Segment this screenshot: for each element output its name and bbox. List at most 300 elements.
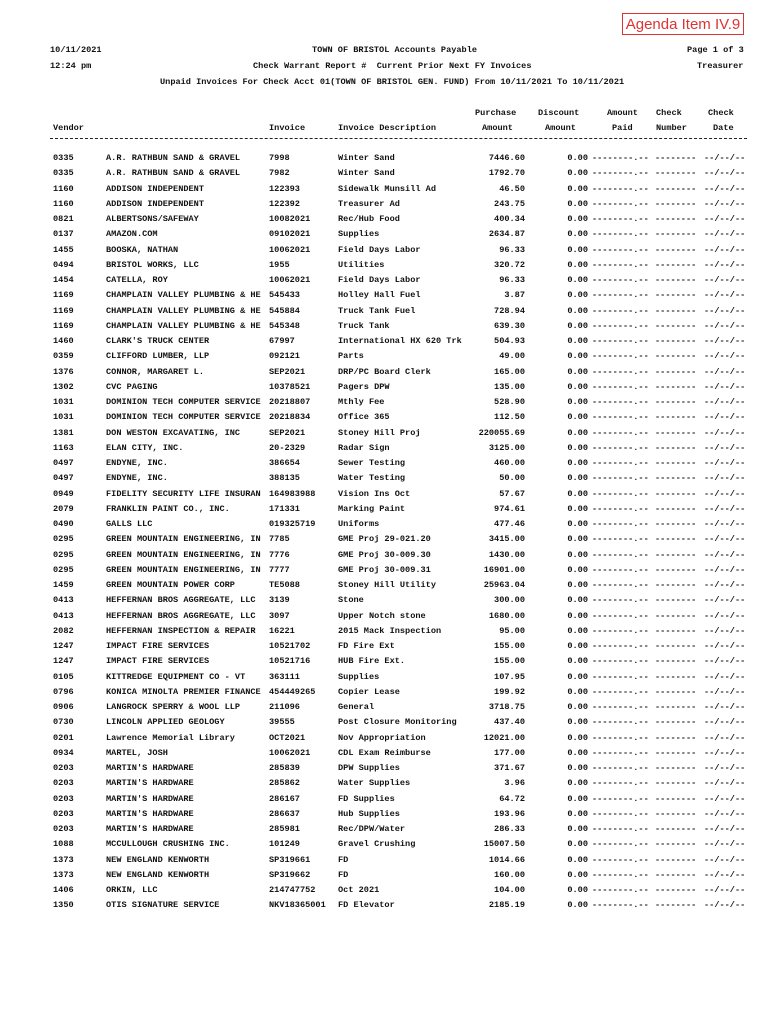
discount-amount: 0.00 (567, 534, 588, 545)
col-purchase-top: Purchase (475, 108, 517, 118)
check-number: -------- (655, 503, 697, 514)
vendor-id: 1169 (53, 290, 74, 301)
invoice-description: Supplies (338, 229, 380, 240)
table-row (0, 458, 770, 473)
purchase-amount: 64.72 (499, 793, 525, 804)
invoice-description: Treasurer Ad (338, 198, 400, 209)
table-row (0, 184, 770, 199)
invoice-number: 09102021 (269, 229, 311, 240)
check-date: --/--/-- (704, 336, 746, 346)
check-number: -------- (655, 747, 697, 758)
check-number: -------- (655, 244, 697, 255)
vendor-name: CHAMPLAIN VALLEY PLUMBING & HE (106, 305, 261, 316)
table-row (0, 275, 770, 290)
purchase-amount: 107.95 (494, 671, 525, 682)
invoice-description: FD Supplies (338, 793, 395, 804)
vendor-id: 0413 (53, 610, 74, 621)
invoice-description: Water Testing (338, 473, 406, 484)
purchase-amount: 104.00 (494, 885, 525, 895)
check-date: --/--/-- (704, 610, 746, 621)
purchase-amount: 1430.00 (488, 549, 525, 560)
vendor-name: ADDISON INDEPENDENT (106, 183, 204, 194)
col-vendor: Vendor (53, 123, 84, 133)
vendor-name: HEFFERNAN INSPECTION & REPAIR (106, 625, 256, 636)
invoice-description: 2015 Mack Inspection (338, 625, 442, 636)
purchase-amount: 7446.60 (488, 153, 525, 163)
check-date: --/--/-- (704, 732, 746, 743)
table-row (0, 778, 770, 793)
table-row (0, 702, 770, 717)
amount-paid: --------.-- (592, 747, 649, 758)
amount-paid: --------.-- (592, 869, 649, 880)
vendor-name: GREEN MOUNTAIN POWER CORP (106, 580, 235, 590)
vendor-id: 0335 (53, 153, 74, 163)
vendor-id: 1160 (53, 183, 74, 194)
purchase-amount: 15007.50 (483, 839, 525, 850)
vendor-name: KONICA MINOLTA PREMIER FINANCE (106, 686, 261, 697)
discount-amount: 0.00 (567, 549, 588, 560)
agenda-item-stamp: Agenda Item IV.9 (622, 13, 744, 35)
vendor-name: CATELLA, ROY (106, 275, 168, 285)
table-row (0, 412, 770, 427)
col-amount-bottom: Paid (612, 123, 633, 133)
discount-amount: 0.00 (567, 168, 588, 179)
check-number: -------- (655, 366, 697, 377)
vendor-id: 0203 (53, 824, 74, 834)
check-date: --/--/-- (704, 183, 746, 194)
vendor-id: 0335 (53, 168, 74, 179)
invoice-description: GME Proj 30-009.31 (338, 564, 431, 575)
purchase-amount: 2634.87 (488, 229, 525, 240)
vendor-name: ENDYNE, INC. (106, 458, 168, 468)
vendor-id: 1373 (53, 854, 74, 865)
discount-amount: 0.00 (567, 183, 588, 194)
check-number: -------- (655, 214, 697, 224)
amount-paid: --------.-- (592, 595, 649, 606)
check-date: --/--/-- (704, 397, 746, 407)
col-purchase-bottom: Amount (482, 123, 513, 133)
invoice-description: Gravel Crushing (338, 839, 416, 850)
vendor-id: 1373 (53, 869, 74, 880)
amount-paid: --------.-- (592, 900, 649, 911)
invoice-description: Rec/Hub Food (338, 214, 400, 224)
invoice-number: 16221 (269, 625, 295, 636)
vendor-id: 1160 (53, 198, 74, 209)
table-row (0, 351, 770, 366)
vendor-name: GALLS LLC (106, 519, 153, 529)
check-number: -------- (655, 488, 697, 499)
check-date: --/--/-- (704, 442, 746, 453)
table-row (0, 443, 770, 458)
check-date: --/--/-- (704, 763, 746, 773)
check-number: -------- (655, 549, 697, 560)
discount-amount: 0.00 (567, 656, 588, 667)
invoice-number: 7982 (269, 168, 290, 179)
amount-paid: --------.-- (592, 168, 649, 179)
check-date: --/--/-- (704, 229, 746, 240)
amount-paid: --------.-- (592, 290, 649, 301)
check-number: -------- (655, 519, 697, 529)
check-date: --/--/-- (704, 259, 746, 270)
vendor-name: BOOSKA, NATHAN (106, 244, 179, 255)
table-row (0, 855, 770, 870)
invoice-description: Pagers DPW (338, 381, 390, 392)
table-row (0, 611, 770, 626)
vendor-id: 0906 (53, 702, 74, 712)
purchase-amount: 193.96 (494, 808, 525, 819)
invoice-description: Winter Sand (338, 153, 395, 163)
invoice-description: CDL Exam Reimburse (338, 747, 431, 758)
vendor-name: MARTIN'S HARDWARE (106, 763, 194, 773)
vendor-name: IMPACT FIRE SERVICES (106, 656, 210, 667)
invoice-description: Stoney Hill Utility (338, 580, 436, 590)
invoice-number: 286167 (269, 793, 300, 804)
check-date: --/--/-- (704, 427, 746, 438)
discount-amount: 0.00 (567, 869, 588, 880)
discount-amount: 0.00 (567, 564, 588, 575)
amount-paid: --------.-- (592, 717, 649, 728)
discount-amount: 0.00 (567, 900, 588, 911)
vendor-name: FRANKLIN PAINT CO., INC. (106, 503, 230, 514)
col-amount-top: Amount (607, 108, 638, 118)
vendor-name: MARTIN'S HARDWARE (106, 793, 194, 804)
vendor-id: 0796 (53, 686, 74, 697)
invoice-number: 092121 (269, 351, 300, 362)
invoice-description: International HX 620 Trk (338, 336, 462, 346)
col-check-top: Check (656, 108, 682, 118)
report-subtitle: Unpaid Invoices For Check Acct 01(TOWN OF BRISTOL GEN. FUND) From 10/11/2021 To 10/11/2021 (160, 77, 625, 87)
header-divider (50, 138, 747, 139)
vendor-id: 0203 (53, 793, 74, 804)
check-date: --/--/-- (704, 702, 746, 712)
amount-paid: --------.-- (592, 778, 649, 789)
purchase-amount: 199.92 (494, 686, 525, 697)
invoice-number: 122392 (269, 198, 300, 209)
amount-paid: --------.-- (592, 564, 649, 575)
invoice-description: Radar Sign (338, 442, 390, 453)
col-checkdate-bottom: Date (713, 123, 734, 133)
table-row (0, 519, 770, 534)
check-date: --/--/-- (704, 625, 746, 636)
vendor-name: NEW ENGLAND KENWORTH (106, 854, 210, 865)
invoice-description: FD (338, 869, 349, 880)
invoice-description: DRP/PC Board Clerk (338, 366, 431, 377)
vendor-id: 1163 (53, 442, 74, 453)
amount-paid: --------.-- (592, 824, 649, 834)
discount-amount: 0.00 (567, 778, 588, 789)
table-row (0, 885, 770, 900)
discount-amount: 0.00 (567, 625, 588, 636)
amount-paid: --------.-- (592, 793, 649, 804)
invoice-description: Nov Appropriation (338, 732, 426, 743)
col-discount-bottom: Amount (545, 123, 576, 133)
vendor-name: AMAZON.COM (106, 229, 158, 240)
vendor-name: Lawrence Memorial Library (106, 732, 235, 743)
invoice-number: 20218834 (269, 412, 311, 423)
vendor-name: A.R. RATHBUN SAND & GRAVEL (106, 153, 241, 163)
table-row (0, 717, 770, 732)
invoice-description: Upper Notch stone (338, 610, 426, 621)
invoice-number: 10062021 (269, 747, 311, 758)
invoice-description: Winter Sand (338, 168, 395, 179)
purchase-amount: 155.00 (494, 656, 525, 667)
amount-paid: --------.-- (592, 625, 649, 636)
invoice-number: OCT2021 (269, 732, 306, 743)
purchase-amount: 3718.75 (488, 702, 525, 712)
invoice-number: 285839 (269, 763, 300, 773)
invoice-number: 214747752 (269, 885, 316, 895)
table-row (0, 824, 770, 839)
check-number: -------- (655, 412, 697, 423)
check-number: -------- (655, 320, 697, 331)
vendor-name: CONNOR, MARGARET L. (106, 366, 204, 377)
amount-paid: --------.-- (592, 275, 649, 285)
check-number: -------- (655, 595, 697, 606)
invoice-number: 454449265 (269, 686, 316, 697)
purchase-amount: 112.50 (494, 412, 525, 423)
check-number: -------- (655, 534, 697, 545)
invoice-description: Hub Supplies (338, 808, 400, 819)
invoice-description: GME Proj 30-009.30 (338, 549, 431, 560)
check-date: --/--/-- (704, 198, 746, 209)
vendor-id: 0203 (53, 808, 74, 819)
invoice-description: FD (338, 854, 349, 865)
purchase-amount: 504.93 (494, 336, 525, 346)
amount-paid: --------.-- (592, 153, 649, 163)
vendor-id: 0730 (53, 717, 74, 728)
invoice-number: 10521702 (269, 641, 311, 651)
vendor-name: ADDISON INDEPENDENT (106, 198, 204, 209)
invoice-number: 1955 (269, 259, 290, 270)
discount-amount: 0.00 (567, 595, 588, 606)
table-row (0, 763, 770, 778)
amount-paid: --------.-- (592, 519, 649, 529)
invoice-number: 10521716 (269, 656, 311, 667)
invoice-description: Truck Tank Fuel (338, 305, 416, 316)
purchase-amount: 12021.00 (483, 732, 525, 743)
check-number: -------- (655, 900, 697, 911)
invoice-number: 10378521 (269, 381, 311, 392)
table-row (0, 565, 770, 580)
check-number: -------- (655, 381, 697, 392)
check-date: --/--/-- (704, 839, 746, 850)
check-date: --/--/-- (704, 885, 746, 895)
invoice-number: 7776 (269, 549, 290, 560)
table-row (0, 550, 770, 565)
invoice-number: TE5088 (269, 580, 300, 590)
amount-paid: --------.-- (592, 381, 649, 392)
invoice-description: Holley Hall Fuel (338, 290, 421, 301)
vendor-name: OTIS SIGNATURE SERVICE (106, 900, 220, 911)
vendor-id: 1031 (53, 412, 74, 423)
report-title: Check Warrant Report # Current Prior Next FY Invoices (253, 61, 532, 71)
vendor-id: 0413 (53, 595, 74, 606)
check-number: -------- (655, 336, 697, 346)
discount-amount: 0.00 (567, 427, 588, 438)
check-number: -------- (655, 458, 697, 468)
vendor-name: MARTIN'S HARDWARE (106, 778, 194, 789)
vendor-id: 0295 (53, 564, 74, 575)
vendor-name: MARTEL, JOSH (106, 747, 168, 758)
table-row (0, 489, 770, 504)
purchase-amount: 437.40 (494, 717, 525, 728)
invoice-description: Water Supplies (338, 778, 411, 789)
discount-amount: 0.00 (567, 641, 588, 651)
invoice-number: 122393 (269, 183, 300, 194)
table-row (0, 595, 770, 610)
vendor-id: 1459 (53, 580, 74, 590)
vendor-name: GREEN MOUNTAIN ENGINEERING, IN (106, 549, 261, 560)
vendor-name: GREEN MOUNTAIN ENGINEERING, IN (106, 564, 261, 575)
check-date: --/--/-- (704, 641, 746, 651)
vendor-name: HEFFERNAN BROS AGGREGATE, LLC (106, 610, 256, 621)
discount-amount: 0.00 (567, 397, 588, 407)
check-date: --/--/-- (704, 244, 746, 255)
discount-amount: 0.00 (567, 458, 588, 468)
invoice-description: Mthly Fee (338, 397, 385, 407)
invoice-description: Sidewalk Munsill Ad (338, 183, 436, 194)
invoice-description: DPW Supplies (338, 763, 400, 773)
purchase-amount: 639.30 (494, 320, 525, 331)
vendor-id: 1169 (53, 305, 74, 316)
discount-amount: 0.00 (567, 503, 588, 514)
page-number: Page 1 of 3 (687, 45, 744, 55)
table-row (0, 428, 770, 443)
amount-paid: --------.-- (592, 229, 649, 240)
discount-amount: 0.00 (567, 610, 588, 621)
discount-amount: 0.00 (567, 275, 588, 285)
invoice-description: Rec/DPW/Water (338, 824, 406, 834)
check-date: --/--/-- (704, 214, 746, 224)
invoice-description: Truck Tank (338, 320, 390, 331)
check-date: --/--/-- (704, 305, 746, 316)
check-number: -------- (655, 351, 697, 362)
check-number: -------- (655, 793, 697, 804)
invoice-number: 388135 (269, 473, 300, 484)
table-row (0, 641, 770, 656)
table-row (0, 733, 770, 748)
check-number: -------- (655, 305, 697, 316)
check-number: -------- (655, 168, 697, 179)
table-row (0, 748, 770, 763)
purchase-amount: 3.87 (504, 290, 525, 301)
discount-amount: 0.00 (567, 702, 588, 712)
check-date: --/--/-- (704, 519, 746, 529)
invoice-number: 211096 (269, 702, 300, 712)
vendor-name: IMPACT FIRE SERVICES (106, 641, 210, 651)
check-number: -------- (655, 808, 697, 819)
invoice-number: 67997 (269, 336, 295, 346)
col-invoice: Invoice (269, 123, 306, 133)
invoice-description: Parts (338, 351, 364, 362)
vendor-name: MCCULLOUGH CRUSHING INC. (106, 839, 230, 850)
table-row (0, 199, 770, 214)
invoice-number: 545884 (269, 305, 300, 316)
vendor-name: KITTREDGE EQUIPMENT CO - VT (106, 671, 246, 682)
discount-amount: 0.00 (567, 229, 588, 240)
invoice-description: Post Closure Monitoring (338, 717, 457, 728)
check-number: -------- (655, 564, 697, 575)
invoice-number: NKV18365001 (269, 900, 326, 911)
check-date: --/--/-- (704, 808, 746, 819)
check-number: -------- (655, 427, 697, 438)
discount-amount: 0.00 (567, 198, 588, 209)
invoice-description: FD Fire Ext (338, 641, 395, 651)
discount-amount: 0.00 (567, 839, 588, 850)
check-date: --/--/-- (704, 778, 746, 789)
invoice-description: Stoney Hill Proj (338, 427, 421, 438)
discount-amount: 0.00 (567, 824, 588, 834)
discount-amount: 0.00 (567, 214, 588, 224)
vendor-id: 0201 (53, 732, 74, 743)
discount-amount: 0.00 (567, 885, 588, 895)
table-row (0, 687, 770, 702)
discount-amount: 0.00 (567, 320, 588, 331)
vendor-id: 1454 (53, 275, 74, 285)
check-date: --/--/-- (704, 503, 746, 514)
table-row (0, 229, 770, 244)
vendor-name: MARTIN'S HARDWARE (106, 824, 194, 834)
purchase-amount: 220055.69 (478, 427, 525, 438)
invoice-number: SEP2021 (269, 427, 306, 438)
check-date: --/--/-- (704, 275, 746, 285)
check-date: --/--/-- (704, 290, 746, 301)
discount-amount: 0.00 (567, 854, 588, 865)
check-date: --/--/-- (704, 747, 746, 758)
invoice-description: General (338, 702, 375, 712)
vendor-id: 0137 (53, 229, 74, 240)
table-row (0, 153, 770, 168)
invoice-number: SEP2021 (269, 366, 306, 377)
amount-paid: --------.-- (592, 534, 649, 545)
check-date: --/--/-- (704, 580, 746, 590)
check-date: --/--/-- (704, 366, 746, 377)
discount-amount: 0.00 (567, 290, 588, 301)
check-number: -------- (655, 275, 697, 285)
check-number: -------- (655, 153, 697, 163)
check-number: -------- (655, 869, 697, 880)
purchase-amount: 25963.04 (483, 580, 525, 590)
discount-amount: 0.00 (567, 580, 588, 590)
purchase-amount: 1014.66 (488, 854, 525, 865)
amount-paid: --------.-- (592, 732, 649, 743)
vendor-name: LANGROCK SPERRY & WOOL LLP (106, 702, 241, 712)
purchase-amount: 16901.00 (483, 564, 525, 575)
col-description: Invoice Description (338, 123, 436, 133)
amount-paid: --------.-- (592, 610, 649, 621)
discount-amount: 0.00 (567, 763, 588, 773)
table-row (0, 626, 770, 641)
table-row (0, 900, 770, 915)
table-row (0, 672, 770, 687)
check-date: --/--/-- (704, 153, 746, 163)
vendor-id: 1031 (53, 397, 74, 407)
purchase-amount: 50.00 (499, 473, 525, 484)
amount-paid: --------.-- (592, 214, 649, 224)
amount-paid: --------.-- (592, 244, 649, 255)
invoice-description: Uniforms (338, 519, 380, 529)
invoice-description: Marking Paint (338, 503, 406, 514)
discount-amount: 0.00 (567, 686, 588, 697)
purchase-amount: 3125.00 (488, 442, 525, 453)
check-number: -------- (655, 580, 697, 590)
vendor-name: CLIFFORD LUMBER, LLP (106, 351, 210, 362)
amount-paid: --------.-- (592, 839, 649, 850)
vendor-id: 1302 (53, 381, 74, 392)
invoice-number: SP319662 (269, 869, 311, 880)
vendor-id: 2079 (53, 503, 74, 514)
vendor-id: 1247 (53, 641, 74, 651)
